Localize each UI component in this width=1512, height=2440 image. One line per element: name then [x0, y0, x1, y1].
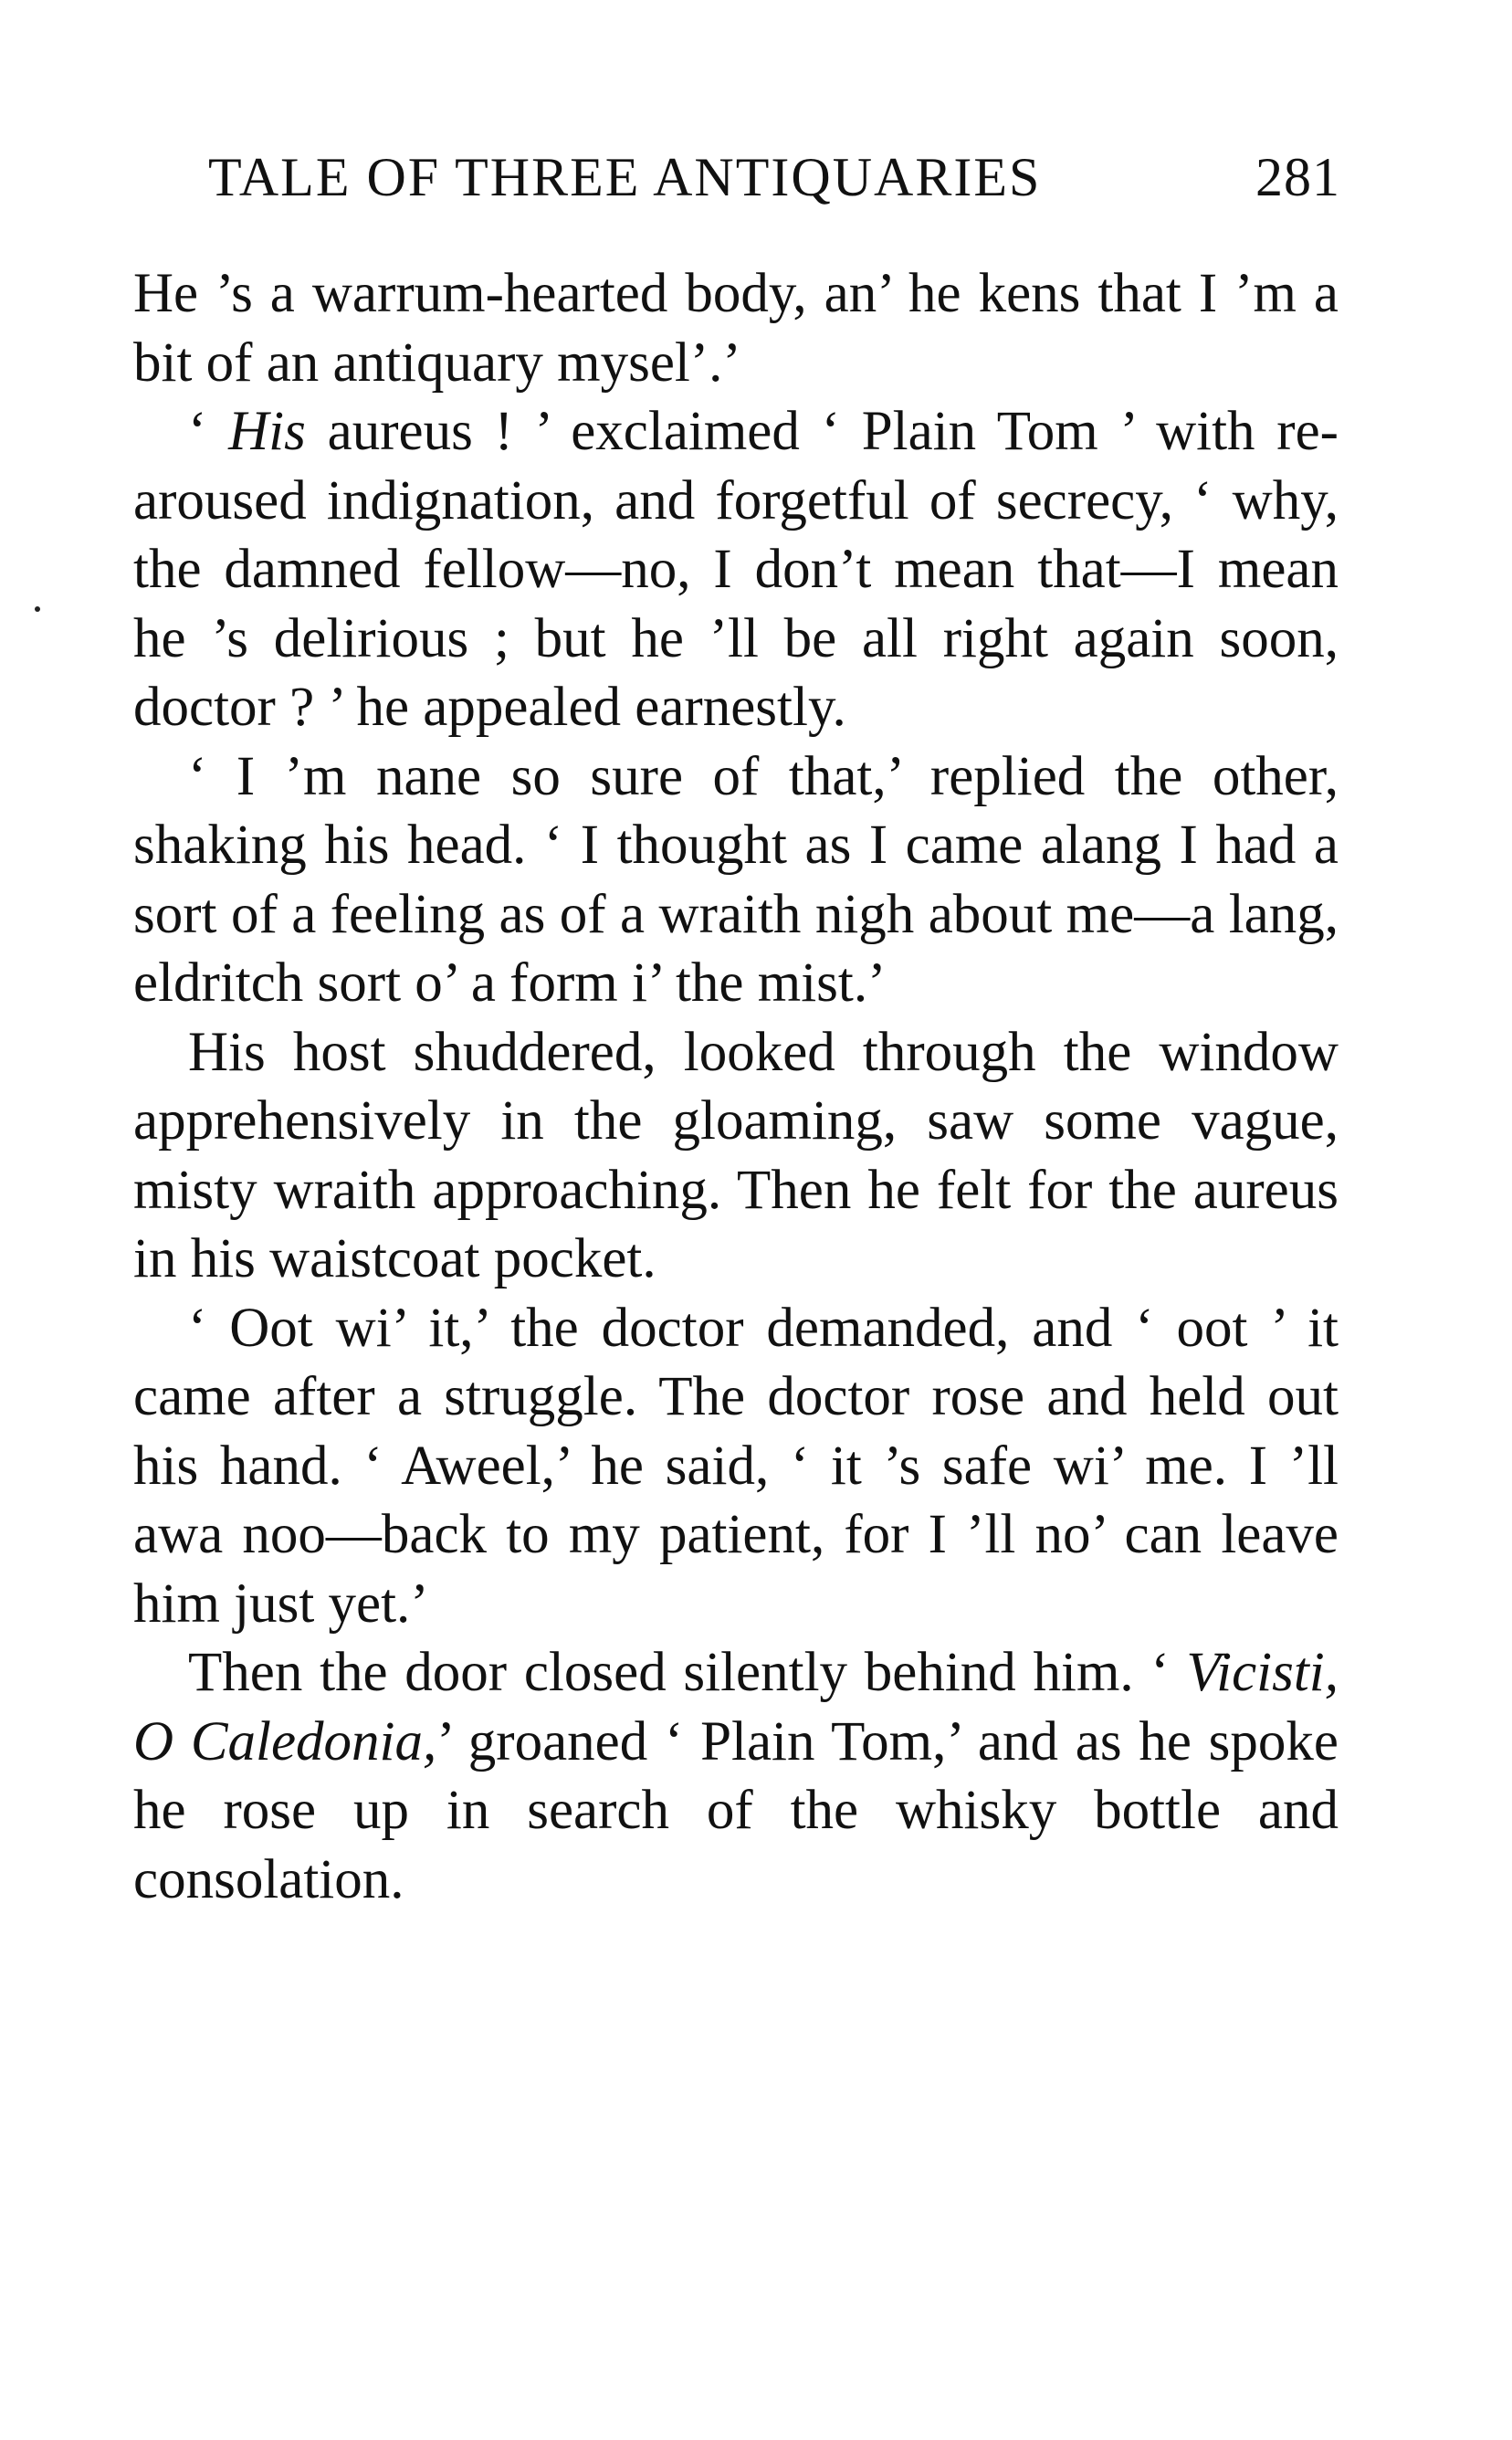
stray-ink-mark: [35, 606, 40, 612]
body-text: [133, 259, 1339, 1914]
italic-text: Vicisti, O Caledonia,: [133, 1642, 1339, 1772]
paragraph: [133, 1294, 1339, 1639]
paragraph: [133, 259, 1339, 397]
italic-text: His: [228, 401, 306, 462]
paragraph-text: ‘ I ’m nane so sure of that,’ replied the other, shaking his head. ‘ I thought as I came alang I had a sort of a feeling as of a wraith nigh about me—a lang, eldritch sort o’ a form i’ the mist.’: [133, 745, 1339, 1014]
running-head: [208, 146, 1340, 219]
paragraph: [133, 1018, 1339, 1294]
paragraph-text: Then the door closed silently behind him. ‘: [188, 1642, 1187, 1703]
paragraph-text: ‘ Oot wi’ it,’ the doctor demanded, and ‘ oot ’ it came after a struggle. The doctor rose and held out his hand. ‘ Aweel,’ he said, ‘ it ’s safe wi’ me. I ’ll awa noo—back to my patient, for I ’ll no’ can leave him just yet.’: [133, 1297, 1339, 1635]
paragraph: [133, 1638, 1339, 1914]
page-number: 281: [1255, 147, 1340, 207]
paragraph-text: His host shuddered, looked through the window apprehensively in the gloaming, saw some vague, misty wraith approaching. Then he felt for the aureus in his waistcoat pocket.: [133, 1021, 1339, 1289]
paragraph-text: aureus ! ’ exclaimed ‘ Plain Tom ’ with re-aroused indignation, and forgetful of secrecy, ‘ why, the damned fellow—no, I don’t mean that—I mean he ’s delirious ; but he ’ll be all right again soon, doctor ? ’ he appealed earnestly.: [133, 401, 1339, 738]
paragraph-text: He ’s a warrum-hearted body, an’ he kens that I ’m a bit of an antiquary mysel’.’: [133, 263, 1339, 394]
paragraph: [133, 397, 1339, 742]
running-head-title: TALE OF THREE ANTIQUARIES: [208, 147, 1042, 207]
paragraph-text: ’ groaned ‘ Plain Tom,’ and as he spoke he rose up in search of the whisky bottle and consolation.: [133, 1710, 1339, 1910]
paragraph: [133, 742, 1339, 1018]
paragraph-text: ‘: [188, 401, 229, 462]
